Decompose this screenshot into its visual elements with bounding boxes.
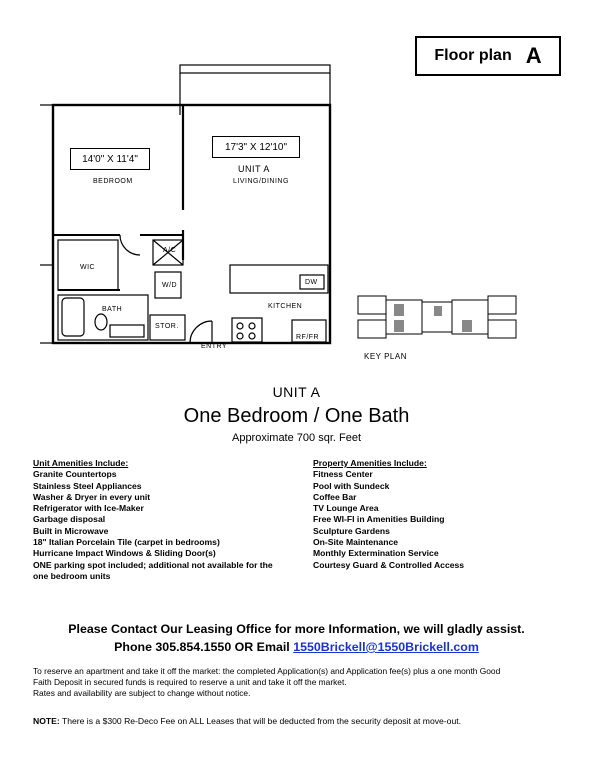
contact-phone: Phone 305.854.1550 OR Email <box>114 640 294 654</box>
email-link[interactable]: 1550Brickell@1550Brickell.com <box>293 640 479 654</box>
list-item: Refrigerator with Ice-Maker <box>33 503 144 514</box>
contact-line: Please Contact Our Leasing Office for more Information, we will gladly assist. <box>68 622 525 636</box>
list-item: Stainless Steel Appliances <box>33 480 142 491</box>
list-item: Monthly Extermination Service <box>313 548 439 559</box>
list-item: ONE parking spot included; additional not available for the <box>33 559 273 570</box>
floor-plan-drawing <box>0 60 340 360</box>
rf-label: RF/FR <box>296 334 320 341</box>
ac-label: A/C <box>163 247 177 254</box>
unit-type: One Bedroom / One Bath <box>183 405 410 427</box>
list-item: Pool with Sundeck <box>313 480 390 491</box>
unit-amenities-list <box>33 469 293 582</box>
note <box>33 716 461 726</box>
list-item: Free WI-FI in Amenities Building <box>313 514 445 525</box>
note-label: NOTE: <box>33 716 60 726</box>
balcony-rail <box>180 65 330 73</box>
key-plan-label: KEY PLAN <box>364 352 407 361</box>
list-item: Garbage disposal <box>33 514 106 525</box>
list-item: Courtesy Guard & Controlled Access <box>313 559 465 570</box>
floor-plan-letter: A <box>525 43 542 68</box>
list-item: one bedroom units <box>33 570 111 581</box>
bedroom-dimension: 14'0" X 11'4" <box>70 148 150 170</box>
list-item: Granite Countertops <box>33 469 117 480</box>
list-item: Built in Microwave <box>33 525 109 536</box>
list-item: 18" Italian Porcelain Tile (carpet in bedrooms) <box>33 537 220 548</box>
list-item: Sculpture Gardens <box>313 525 390 536</box>
wic-label: WIC <box>80 264 96 271</box>
fine-print-3: Rates and availability are subject to change without notice. <box>33 688 251 698</box>
property-amenities-list <box>313 469 553 571</box>
unit-name: UNIT A <box>272 384 321 400</box>
floor-plan-label: Floor plan <box>434 47 512 64</box>
stor-label: STOR. <box>155 323 179 330</box>
note-text: There is a $300 Re-Deco Fee on ALL Leases that will be deducted from the security deposit at move-out. <box>59 716 462 726</box>
property-amenities <box>313 458 553 571</box>
list-item: On-Site Maintenance <box>313 537 398 548</box>
unit-size: Approximate 700 sqr. Feet <box>231 432 361 444</box>
bedroom-label: BEDROOM <box>93 178 133 185</box>
list-item: Coffee Bar <box>313 491 357 502</box>
floor-plan-title <box>415 36 561 76</box>
list-item: TV Lounge Area <box>313 503 379 514</box>
bath-label: BATH <box>102 306 123 313</box>
fine-print-1: To reserve an apartment and take it off the market: the completed Application(s) and Application fee(s) plus a one month Good <box>33 666 501 676</box>
living-label: LIVING/DINING <box>233 178 289 185</box>
property-amenities-heading: Property Amenities Include: <box>313 458 427 468</box>
unit-amenities <box>33 458 293 582</box>
dw-label: DW <box>305 279 318 286</box>
kitchen-label: KITCHEN <box>268 303 303 310</box>
living-dimension: 17'3" X 12'10" <box>212 136 300 158</box>
unit-plan-label: UNIT A <box>238 164 270 174</box>
wd-label: W/D <box>162 282 178 289</box>
list-item: Washer & Dryer in every unit <box>33 491 151 502</box>
list-item: Fitness Center <box>313 469 373 480</box>
fine-print-2: Faith Deposit in secured funds is required to reserve a unit and take it off the market. <box>33 677 347 687</box>
entry-label: ENTRY <box>201 343 228 350</box>
key-plan-drawing <box>354 290 520 346</box>
contact-phone-email <box>0 640 593 654</box>
unit-amenities-heading: Unit Amenities Include: <box>33 458 129 468</box>
list-item: Hurricane Impact Windows & Sliding Door(s) <box>33 548 216 559</box>
